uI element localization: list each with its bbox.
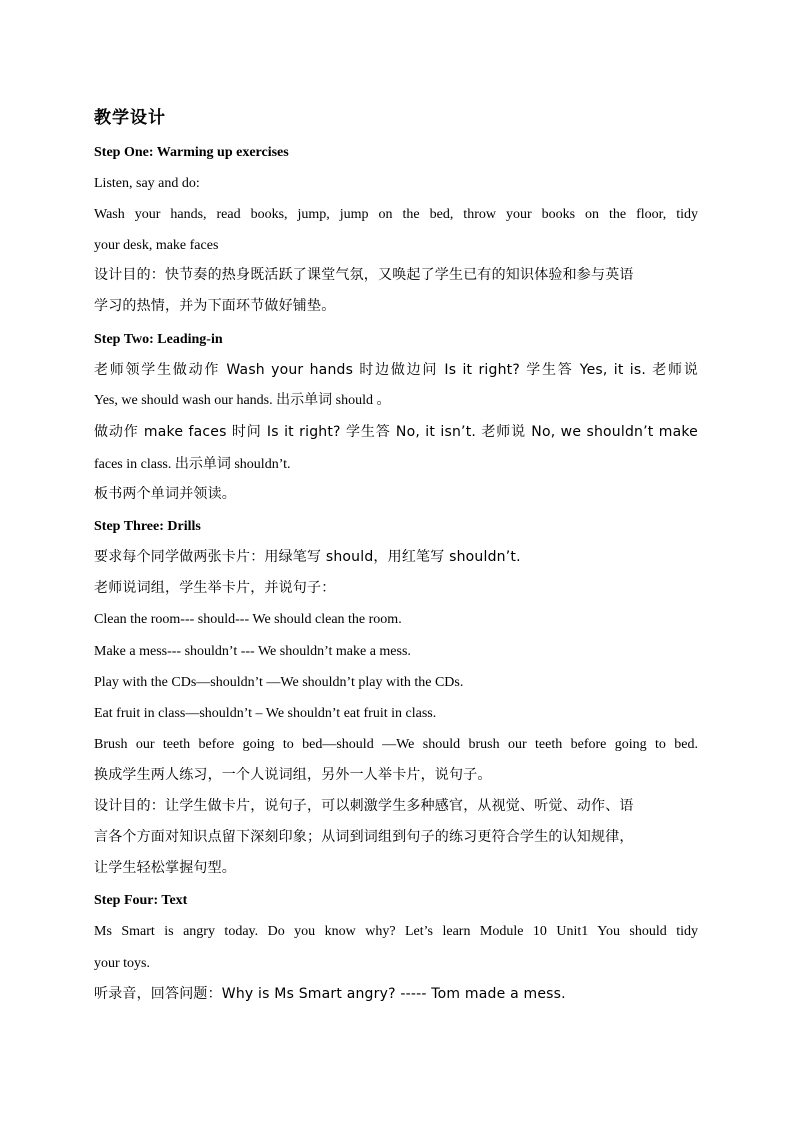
body-line: Ms Smart is angry today. Do you know why? Let’s learn Module 10 Unit1 You should tidy [94,924,698,939]
body-line: 要求每个同学做两张卡片：用绿笔写 should，用红笔写 shouldn’t. [94,549,521,565]
body-line: 听录音，回答问题：Why is Ms Smart angry? ----- Tom made a mess. [94,986,566,1002]
body-line: your toys. [94,956,150,971]
design-purpose-line: 让学生轻松掌握句型。 [94,860,236,876]
design-purpose-line: 学习的热情，并为下面环节做好铺垫。 [94,298,336,314]
body-line: Yes, we should wash our hands. 出示单词 should 。 [94,393,391,408]
body-line: 老师说词组，学生举卡片，并说句子： [94,580,336,596]
drill-line: Brush our teeth before going to bed—should —We should brush our teeth before going to bed. [94,737,698,752]
design-purpose-line: 设计目的：让学生做卡片，说句子，可以刺激学生多种感官，从视觉、听觉、动作、语 [94,798,634,814]
body-line: 老师领学生做动作 Wash your hands 时边做边问 Is it right? 学生答 Yes, it is. 老师说 [94,362,698,378]
drill-line: Make a mess--- shouldn’t --- We shouldn’t make a mess. [94,644,411,659]
body-line: your desk, make faces [94,238,219,253]
step-three-heading: Step Three: Drills [94,519,201,534]
drill-line: Play with the CDs—shouldn’t —We shouldn’t play with the CDs. [94,675,464,690]
design-purpose-line: 言各个方面对知识点留下深刻印象；从词到词组到句子的练习更符合学生的认知规律， [94,829,634,845]
design-purpose-line: 设计目的：快节奏的热身既活跃了课堂气氛，又唤起了学生已有的知识体验和参与英语 [94,267,634,283]
body-line: faces in class. 出示单词 shouldn’t. [94,457,291,472]
step-two-heading: Step Two: Leading-in [94,332,223,347]
step-one-heading: Step One: Warming up exercises [94,145,289,160]
body-line: 做动作 make faces 时问 Is it right? 学生答 No, it isn’t. 老师说 No, we shouldn’t make [94,424,698,440]
body-line: Listen, say and do: [94,176,200,191]
step-four-heading: Step Four: Text [94,893,188,908]
page-title: 教学设计 [94,108,166,128]
body-line: Wash your hands, read books, jump, jump on the bed, throw your books on the floor, tidy [94,207,698,222]
body-line: 换成学生两人练习，一个人说词组，另外一人举卡片，说句子。 [94,767,492,783]
body-line: 板书两个单词并领读。 [94,486,236,502]
drill-line: Eat fruit in class—shouldn’t – We shouldn’t eat fruit in class. [94,706,437,721]
drill-line: Clean the room--- should--- We should clean the room. [94,612,402,627]
